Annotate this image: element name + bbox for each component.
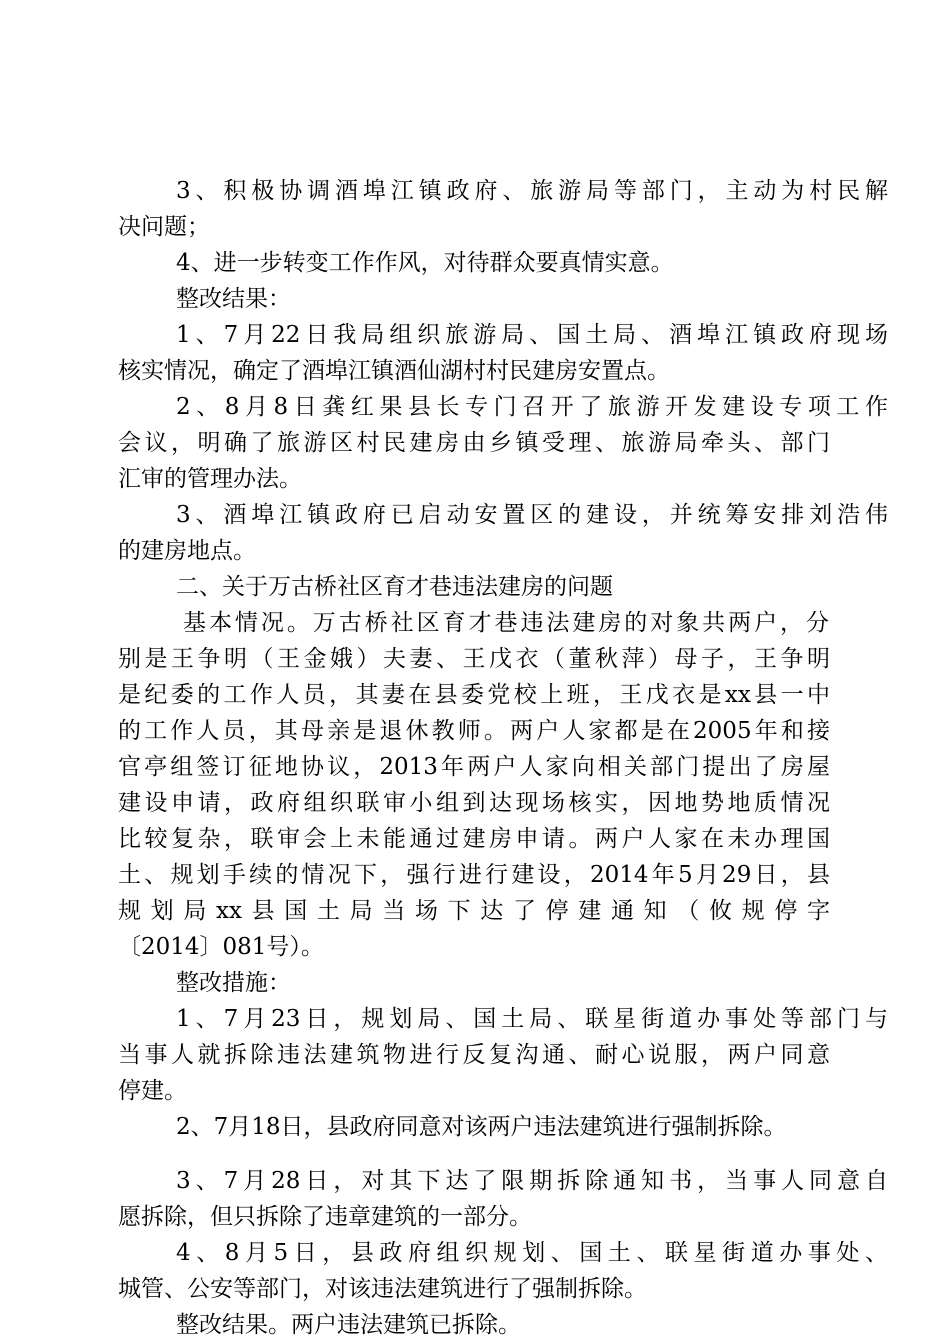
paragraph-line: 官亭组签订征地协议，2013年两户人家向相关部门提出了房屋 — [118, 754, 830, 780]
paragraph-line: 别是王争明（王金娥）夫妻、王戊衣（董秋萍）母子，王争明 — [118, 646, 830, 672]
paragraph-line: 2、7月18日，县政府同意对该两户违法建筑进行强制拆除。 — [176, 1114, 787, 1140]
paragraph-line: 3、酒埠江镇政府已启动安置区的建设，并统筹安排刘浩伟 — [176, 502, 888, 528]
paragraph-line: 汇审的管理办法。 — [118, 466, 302, 492]
paragraph-line: 整改结果。两户违法建筑已拆除。 — [176, 1312, 521, 1338]
paragraph-line: 愿拆除，但只拆除了违章建筑的一部分。 — [118, 1204, 532, 1230]
section-heading: 整改措施： — [176, 970, 291, 996]
paragraph-line: 建设申请，政府组织联审小组到达现场核实，因地势地质情况 — [118, 790, 830, 816]
paragraph-line: 是纪委的工作人员，其妻在县委党校上班，王戊衣是xx县一中 — [118, 682, 830, 708]
paragraph-line: 2、8月8日龚红果县长专门召开了旅游开发建设专项工作 — [176, 394, 888, 420]
paragraph-line: 基本情况。万古桥社区育才巷违法建房的对象共两户，分 — [183, 610, 829, 636]
section-heading: 整改结果： — [176, 286, 291, 312]
paragraph-line: 会议，明确了旅游区村民建房由乡镇受理、旅游局牵头、部门 — [118, 430, 830, 456]
paragraph-line: 1、7月22日我局组织旅游局、国土局、酒埠江镇政府现场 — [176, 322, 888, 348]
paragraph-line: 核实情况，确定了酒埠江镇酒仙湖村村民建房安置点。 — [118, 358, 670, 384]
paragraph-line: 土、规划手续的情况下，强行进行建设，2014年5月29日，县 — [118, 862, 830, 888]
paragraph-line: 规划局xx县国土局当场下达了停建通知（攸规停字 — [118, 898, 830, 924]
paragraph-line: 停建。 — [118, 1078, 187, 1104]
paragraph-line: 城管、公安等部门，对该违法建筑进行了强制拆除。 — [118, 1276, 647, 1302]
paragraph-line: 当事人就拆除违法建筑物进行反复沟通、耐心说服，两户同意 — [118, 1042, 830, 1068]
paragraph-line: 的工作人员，其母亲是退休教师。两户人家都是在2005年和接 — [118, 718, 830, 744]
paragraph-line: 比较复杂，联审会上未能通过建房申请。两户人家在未办理国 — [118, 826, 830, 852]
paragraph-line: 〔2014〕081号）。 — [118, 934, 324, 960]
paragraph-line: 3、积极协调酒埠江镇政府、旅游局等部门，主动为村民解 — [176, 178, 888, 204]
paragraph-line: 4、8月5日，县政府组织规划、国土、联星街道办事处、 — [176, 1240, 888, 1266]
section-heading: 二、关于万古桥社区育才巷违法建房的问题 — [176, 574, 613, 600]
paragraph-line: 1、7月23日，规划局、国土局、联星街道办事处等部门与 — [176, 1006, 888, 1032]
paragraph-line: 决问题； — [118, 214, 210, 240]
paragraph-line: 3、7月28日，对其下达了限期拆除通知书，当事人同意自 — [176, 1168, 888, 1194]
paragraph-line: 4、进一步转变工作作风，对待群众要真情实意。 — [176, 250, 674, 276]
paragraph-line: 的建房地点。 — [118, 538, 256, 564]
